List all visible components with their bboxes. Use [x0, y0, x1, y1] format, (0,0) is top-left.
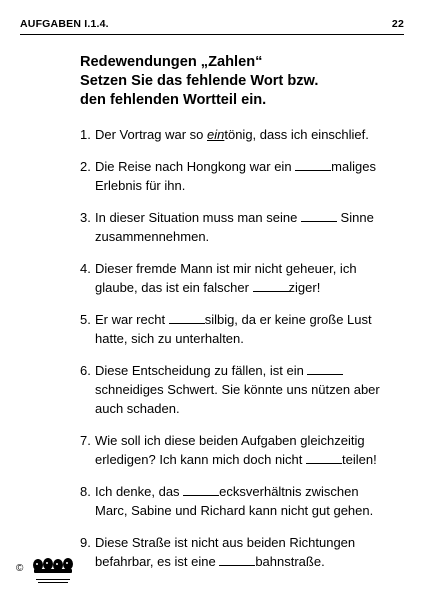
item-text: Wie soll ich diese beiden Aufgaben gleichzeitig [95, 433, 365, 448]
item-text: In dieser Situation muss man seine [95, 210, 301, 225]
page-header [20, 18, 404, 34]
exercise-item-2 [80, 157, 410, 195]
item-number: 3. [80, 210, 91, 225]
exercise-item-4 [80, 259, 410, 297]
item-text: zusammennehmen. [95, 229, 210, 244]
page-number: 22 [391, 18, 404, 30]
item-text: glaube, das ist ein falscher [95, 280, 253, 295]
exercise-list [80, 125, 410, 571]
exercise-title [80, 53, 400, 110]
item-text: maliges [331, 159, 376, 174]
item-text: Der Vortrag war so [95, 127, 207, 142]
item-text: erledigen? Ich kann mich doch nicht [95, 452, 307, 467]
item-text: Die Reise nach Hongkong war ein [95, 159, 296, 174]
exercise-item-8 [80, 482, 410, 520]
publisher-logo [28, 555, 76, 585]
answer-blank[interactable] [219, 552, 255, 566]
item-text: ecksverhältnis zwischen [219, 484, 359, 499]
item-text: auch schaden. [95, 401, 180, 416]
page-footer [16, 555, 76, 585]
item-text: tönig, dass ich einschlief. [224, 127, 369, 142]
item-text: Marc, Sabine und Richard kann nicht gut gehen. [95, 503, 374, 518]
item-number: 4. [80, 261, 91, 276]
item-number: 2. [80, 159, 91, 174]
item-text: Sinne [336, 210, 374, 225]
answer-blank[interactable] [295, 157, 331, 171]
answer-blank[interactable] [169, 310, 205, 324]
answer-blank[interactable] [253, 278, 289, 292]
item-text: hatte, sich zu unterhalten. [95, 331, 244, 346]
copyright-symbol: © [16, 563, 24, 574]
item-text: Ich denke, das [95, 484, 184, 499]
exercise-item-9 [80, 533, 410, 571]
item-text: teilen! [342, 452, 377, 467]
item-text: silbig, da er keine große Lust [204, 312, 372, 327]
item-text: ziger! [288, 280, 321, 295]
item-number: 5. [80, 312, 91, 327]
example-answer: ein [207, 127, 225, 142]
item-number: 8. [80, 484, 91, 499]
item-number: 6. [80, 363, 91, 378]
item-text: Diese Straße ist nicht aus beiden Richtungen [95, 535, 356, 550]
exercise-item-3 [80, 208, 410, 246]
exercise-item-5 [80, 310, 410, 348]
section-label: AUFGABEN I.1.4. [20, 18, 109, 30]
item-text: befahrbar, es ist eine [95, 554, 220, 569]
answer-blank[interactable] [301, 208, 337, 222]
exercise-item-6 [80, 361, 410, 418]
item-number: 7. [80, 433, 91, 448]
answer-blank[interactable] [183, 482, 219, 496]
item-text: bahnstraße. [255, 554, 325, 569]
header-divider [20, 34, 404, 35]
title-line-3: den fehlenden Wortteil ein. [80, 92, 267, 108]
item-text: Dieser fremde Mann ist mir nicht geheuer, ich [95, 261, 357, 276]
exercise-item-7 [80, 431, 410, 469]
answer-blank[interactable] [307, 361, 343, 375]
answer-blank[interactable] [306, 450, 342, 464]
title-line-1: Redewendungen „Zahlen“ [80, 54, 263, 70]
item-text: Diese Entscheidung zu fällen, ist ein [95, 363, 308, 378]
exercise-item-1 [80, 125, 410, 144]
item-number: 9. [80, 535, 91, 550]
item-text: Erlebnis für ihn. [95, 178, 186, 193]
item-number: 1. [80, 127, 91, 142]
title-line-2: Setzen Sie das fehlende Wort bzw. [80, 73, 319, 89]
item-text: Er war recht [95, 312, 169, 327]
item-text: schneidiges Schwert. Sie könnte uns nützen aber [95, 382, 380, 397]
